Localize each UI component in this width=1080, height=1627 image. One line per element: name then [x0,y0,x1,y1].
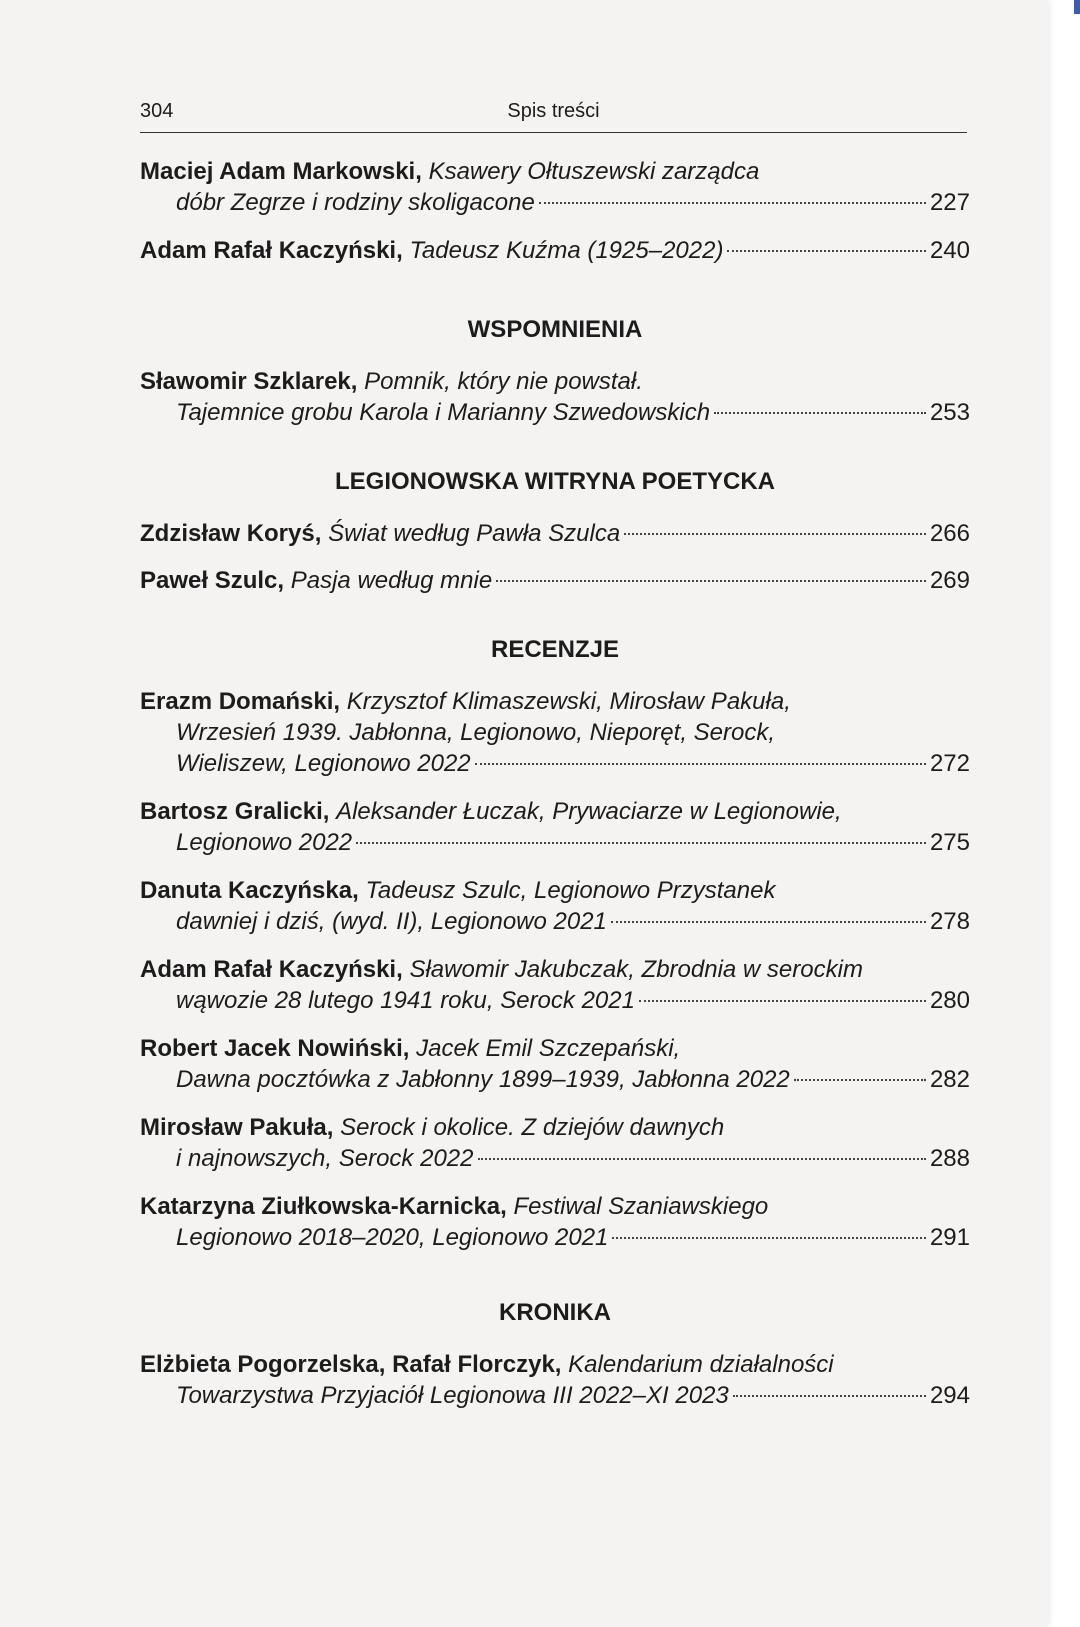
entry-title: dóbr Zegrze i rodziny skoligacone [176,189,535,216]
section-heading-wspomnienia: WSPOMNIENIA [467,316,643,343]
running-head: Spis treści [507,100,600,122]
toc-entry [140,156,970,218]
entry-page: 275 [929,829,970,856]
toc-entry [140,686,970,779]
entry-page: 294 [929,1382,970,1409]
entry-author: Katarzyna Ziułkowska-Karnicka, [140,1193,507,1220]
toc-entry [140,1033,970,1095]
entry-author: Mirosław Pakuła, [140,1114,334,1141]
entry-page: 280 [929,987,970,1014]
entry-title: Legionowo 2022 [176,829,353,856]
entry-page: 288 [929,1145,970,1172]
entry-author: Adam Rafał Kaczyński, [140,237,403,264]
entry-title: Świat według Pawła Szulca [328,520,621,547]
entry-title: Wieliszew, Legionowo 2022 [176,750,471,777]
entry-title: Towarzystwa Przyjaciół Legionowa III 2022–XI 2023 [176,1382,729,1409]
dot-leader [639,1000,926,1002]
entry-author: Sławomir Szklarek, [140,368,358,395]
entry-title: Tadeusz Kuźma (1925–2022) [409,237,724,264]
section-heading-recenzje: RECENZJE [490,636,620,663]
entry-author: Erazm Domański, [140,688,341,715]
dot-leader [611,921,926,923]
entry-title: Jacek Emil Szczepański, [416,1035,681,1062]
dot-leader [496,580,926,582]
entry-page: 278 [929,908,970,935]
dot-leader [714,412,926,414]
dot-leader [539,202,926,204]
entry-title: Sławomir Jakubczak, Zbrodnia w serockim [409,956,863,983]
entry-title: Aleksander Łuczak, Prywaciarze w Legionowie, [336,798,842,825]
entry-title: Festiwal Szaniawskiego [513,1193,769,1220]
entry-page: 240 [929,237,970,264]
entry-title: wąwozie 28 lutego 1941 roku, Serock 2021 [176,987,635,1014]
entry-title: Pomnik, który nie powstał. [364,368,643,395]
entry-title: Wrzesień 1939. Jabłonna, Legionowo, Nieporęt, Serock, [176,719,776,746]
entry-title: Ksawery Ołtuszewski zarządca [428,158,760,185]
dot-leader [612,1237,926,1239]
scan-edge-mark [1074,0,1080,14]
section-heading-witryna: LEGIONOWSKA WITRYNA POETYCKA [335,468,775,495]
entry-author: Adam Rafał Kaczyński, [140,956,403,983]
entry-title: Serock i okolice. Z dziejów dawnych [340,1114,725,1141]
dot-leader [794,1079,926,1081]
dot-leader [478,1158,926,1160]
entry-title: Dawna pocztówka z Jabłonny 1899–1939, Jabłonna 2022 [176,1066,790,1093]
toc-entry [140,954,970,1016]
entry-author: Elżbieta Pogorzelska, Rafał Florczyk, [140,1351,562,1378]
entry-author: Paweł Szulc, [140,567,285,594]
entry-title: i najnowszych, Serock 2022 [176,1145,474,1172]
dot-leader [727,250,926,252]
entry-author: Danuta Kaczyńska, [140,877,359,904]
toc-entry [140,1112,970,1174]
entry-page: 227 [929,189,970,216]
entry-author: Bartosz Gralicki, [140,798,330,825]
entry-title: Tadeusz Szulc, Legionowo Przystanek [365,877,776,904]
toc-entry [140,796,970,858]
dot-leader [624,533,926,535]
entry-page: 272 [929,750,970,777]
entry-page: 282 [929,1066,970,1093]
toc-entry [140,565,970,596]
entry-page: 266 [929,520,970,547]
toc-entry [140,1349,970,1411]
entry-title: Kalendarium działalności [568,1351,834,1378]
entry-author: Zdzisław Koryś, [140,520,322,547]
dot-leader [356,842,926,844]
entry-page: 291 [929,1224,970,1251]
toc-entry [140,518,970,549]
entry-title: Legionowo 2018–2020, Legionowo 2021 [176,1224,609,1251]
page-number: 304 [140,100,174,122]
entry-title: dawniej i dziś, (wyd. II), Legionowo 2021 [176,908,607,935]
entry-title: Krzysztof Klimaszewski, Mirosław Pakuła, [346,688,791,715]
entry-author: Maciej Adam Markowski, [140,158,422,185]
entry-title: Tajemnice grobu Karola i Marianny Szwedowskich [176,399,711,426]
dot-leader [475,763,926,765]
entry-title: Pasja według mnie [290,567,493,594]
toc-entry [140,875,970,937]
table-of-contents [140,156,970,1411]
toc-entry [140,1191,970,1253]
section-heading-kronika: KRONIKA [499,1299,611,1326]
page-header [140,100,967,133]
entry-author: Robert Jacek Nowiński, [140,1035,410,1062]
entry-page: 253 [929,399,970,426]
dot-leader [733,1395,926,1397]
toc-entry [140,366,970,428]
toc-entry [140,235,970,266]
entry-page: 269 [929,567,970,594]
